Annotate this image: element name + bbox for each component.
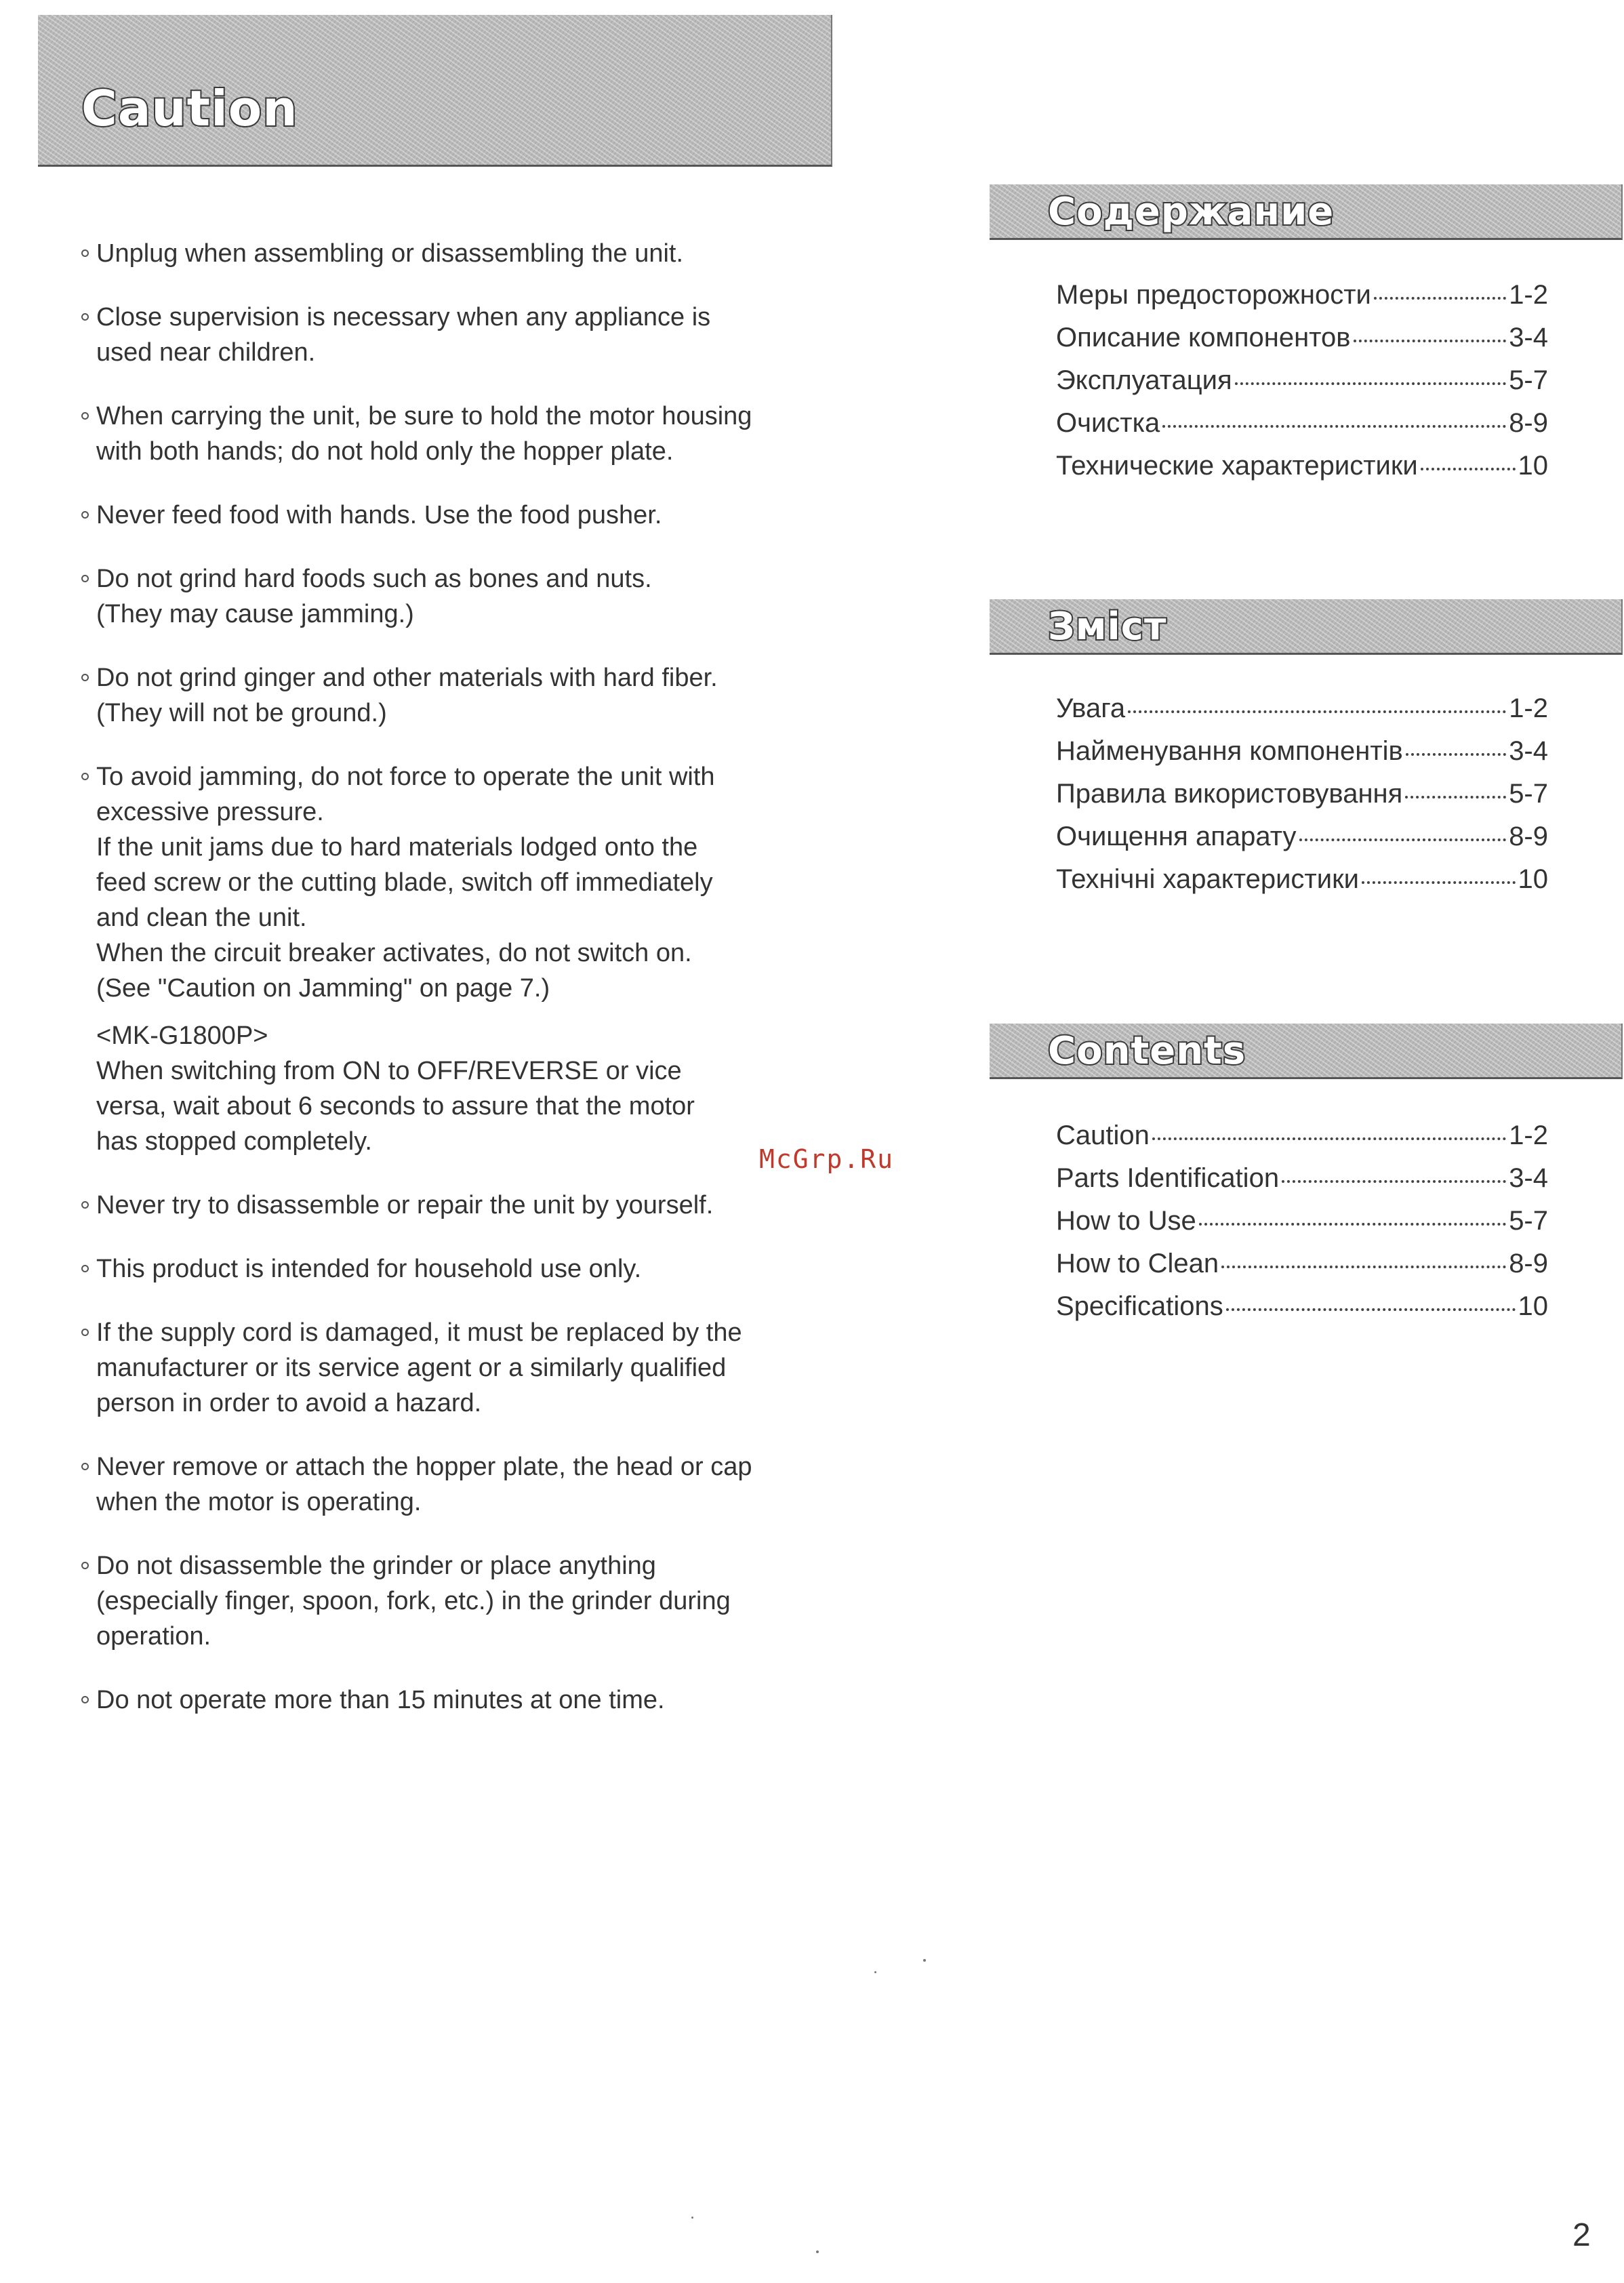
toc-entry-label: Технические характеристики (1056, 451, 1418, 481)
toc-entry-label: Очищення апарату (1056, 822, 1297, 851)
bullet-circle-icon (81, 1463, 89, 1470)
bullet-circle-icon (81, 1265, 89, 1272)
toc-entry-label: Эксплуатация (1056, 365, 1232, 395)
caution-header-banner (38, 15, 832, 167)
bullet-circle-icon (81, 674, 89, 681)
caution-item-text: Do not grind ginger and other materials with hard fiber. (They will not be ground.) (96, 664, 718, 727)
contents-ru-banner (990, 184, 1623, 240)
caution-item-note: <MK-G1800P> When switching from ON to OFF/REVERSE or vice versa, wait about 6 seconds to assure that the motor has stopped completely. (96, 1022, 695, 1156)
toc-entry-page: 8-9 (1509, 408, 1548, 438)
toc-entry-page: 1-2 (1509, 1120, 1548, 1150)
bullet-circle-icon (81, 1329, 89, 1336)
bullet-circle-icon (81, 575, 89, 582)
toc-entry-page: 8-9 (1509, 1249, 1548, 1278)
caution-item-text: Never remove or attach the hopper plate, the head or cap when the motor is operating. (96, 1453, 752, 1516)
bullet-circle-icon (81, 313, 89, 321)
toc-entry-label: Правила використовування (1056, 779, 1403, 809)
bullet-circle-icon (81, 1562, 89, 1569)
scan-speck (874, 1971, 876, 1973)
watermark: McGrp.Ru (759, 1144, 895, 1174)
caution-item (85, 1188, 817, 1223)
toc-dot-leader (1362, 851, 1516, 884)
toc-entry-page: 10 (1518, 451, 1548, 481)
caution-item (85, 236, 817, 271)
toc-entry (1056, 442, 1548, 485)
contents-ua-list (1056, 685, 1548, 898)
caution-item-text: When carrying the unit, be sure to hold the motor housing with both hands; do not hold only the hopper plate. (96, 402, 752, 466)
toc-entry (1056, 1240, 1548, 1282)
toc-entry (1056, 399, 1548, 442)
toc-entry-label: Меры предосторожности (1056, 280, 1371, 310)
caution-item (85, 498, 817, 533)
toc-entry (1056, 727, 1548, 770)
caution-item-text: Unplug when assembling or disassembling the unit. (96, 239, 684, 268)
caution-item-text: Do not grind hard foods such as bones and nuts. (They may cause jamming.) (96, 565, 652, 628)
toc-entry (1056, 1197, 1548, 1240)
toc-entry-page: 1-2 (1509, 693, 1548, 723)
contents-en-title: Contents (1048, 1029, 1246, 1073)
toc-entry-page: 10 (1518, 864, 1548, 894)
contents-en-banner (990, 1024, 1623, 1079)
caution-item (85, 1251, 817, 1287)
scan-speck (816, 2250, 819, 2253)
toc-dot-leader (1374, 267, 1506, 300)
toc-dot-leader (1128, 681, 1506, 713)
toc-entry (1056, 813, 1548, 855)
toc-entry-label: Specifications (1056, 1291, 1223, 1321)
toc-entry-page: 3-4 (1509, 323, 1548, 352)
caution-item (85, 399, 817, 469)
toc-dot-leader (1354, 310, 1507, 342)
caution-item-text: This product is intended for household use only. (96, 1255, 642, 1283)
toc-dot-leader (1406, 723, 1506, 756)
caution-item-text: If the supply cord is damaged, it must be replaced by the manufacturer or its service agent or a similarly qualified person in order to avoid a hazard. (96, 1318, 742, 1417)
bullet-circle-icon (81, 1696, 89, 1703)
toc-entry (1056, 357, 1548, 399)
caution-item-text: To avoid jamming, do not force to operate the unit with excessive pressure. If the unit jams due to hard materials lodged onto the feed screw or the cutting blade, switch off immediately and clean the unit. When the circuit breaker activates, do not switch on. (See "Caution on Jamming" on page 7.) (96, 763, 715, 1003)
contents-ru-list (1056, 271, 1548, 485)
toc-entry-page: 10 (1518, 1291, 1548, 1321)
toc-dot-leader (1299, 809, 1507, 841)
toc-entry-page: 5-7 (1509, 365, 1548, 395)
caution-item (85, 1315, 817, 1421)
caution-item-text: Never try to disassemble or repair the unit by yourself. (96, 1191, 714, 1219)
toc-entry-label: Caution (1056, 1120, 1150, 1150)
scan-speck (691, 2217, 693, 2219)
contents-en-list (1056, 1112, 1548, 1325)
toc-entry (1056, 271, 1548, 314)
scan-speck (923, 1959, 926, 1962)
toc-entry (1056, 770, 1548, 813)
caution-item (85, 660, 817, 731)
contents-ua-banner (990, 599, 1623, 655)
toc-dot-leader (1199, 1193, 1506, 1226)
caution-item (85, 300, 817, 370)
toc-entry (1056, 1282, 1548, 1325)
caution-item (85, 1449, 817, 1520)
caution-list (85, 236, 817, 1746)
toc-entry (1056, 1112, 1548, 1154)
toc-entry-label: Описание компонентов (1056, 323, 1351, 352)
toc-entry-page: 3-4 (1509, 1163, 1548, 1193)
toc-entry-label: Parts Identification (1056, 1163, 1280, 1193)
caution-item (85, 1548, 817, 1654)
toc-dot-leader (1152, 1108, 1506, 1140)
toc-entry-page: 3-4 (1509, 736, 1548, 766)
toc-entry-page: 5-7 (1509, 1206, 1548, 1236)
toc-entry-page: 1-2 (1509, 280, 1548, 310)
toc-dot-leader (1405, 766, 1506, 799)
contents-ru-title: Содержание (1048, 190, 1335, 234)
toc-entry-page: 5-7 (1509, 779, 1548, 809)
toc-entry-label: Технічні характеристики (1056, 864, 1359, 894)
toc-dot-leader (1226, 1278, 1516, 1311)
toc-entry (1056, 1154, 1548, 1197)
toc-entry (1056, 855, 1548, 898)
bullet-circle-icon (81, 412, 89, 420)
toc-dot-leader (1221, 1236, 1506, 1268)
caution-item (85, 1682, 817, 1718)
bullet-circle-icon (81, 773, 89, 780)
caution-title: Caution (81, 80, 298, 137)
toc-entry-label: How to Use (1056, 1206, 1196, 1236)
caution-item-text: Do not operate more than 15 minutes at one time. (96, 1686, 665, 1714)
bullet-circle-icon (81, 1201, 89, 1209)
bullet-circle-icon (81, 511, 89, 519)
toc-entry-label: Найменування компонентів (1056, 736, 1403, 766)
toc-entry-label: Увага (1056, 693, 1126, 723)
caution-item-text: Close supervision is necessary when any appliance is used near children. (96, 303, 711, 367)
contents-ua-title: Зміст (1048, 605, 1167, 649)
toc-dot-leader (1282, 1150, 1506, 1183)
toc-dot-leader (1162, 395, 1506, 428)
bullet-circle-icon (81, 249, 89, 257)
toc-dot-leader (1421, 438, 1516, 470)
toc-entry-label: How to Clean (1056, 1249, 1219, 1278)
toc-entry (1056, 314, 1548, 357)
toc-dot-leader (1235, 352, 1507, 385)
toc-entry-page: 8-9 (1509, 822, 1548, 851)
caution-item (85, 561, 817, 632)
page-number: 2 (1572, 2217, 1591, 2253)
toc-entry-label: Очистка (1056, 408, 1160, 438)
caution-item-text: Do not disassemble the grinder or place anything (especially finger, spoon, fork, etc.) in the grinder during operation. (96, 1552, 731, 1651)
toc-entry (1056, 685, 1548, 727)
caution-item-text: Never feed food with hands. Use the food pusher. (96, 501, 662, 529)
caution-item (85, 759, 817, 1159)
